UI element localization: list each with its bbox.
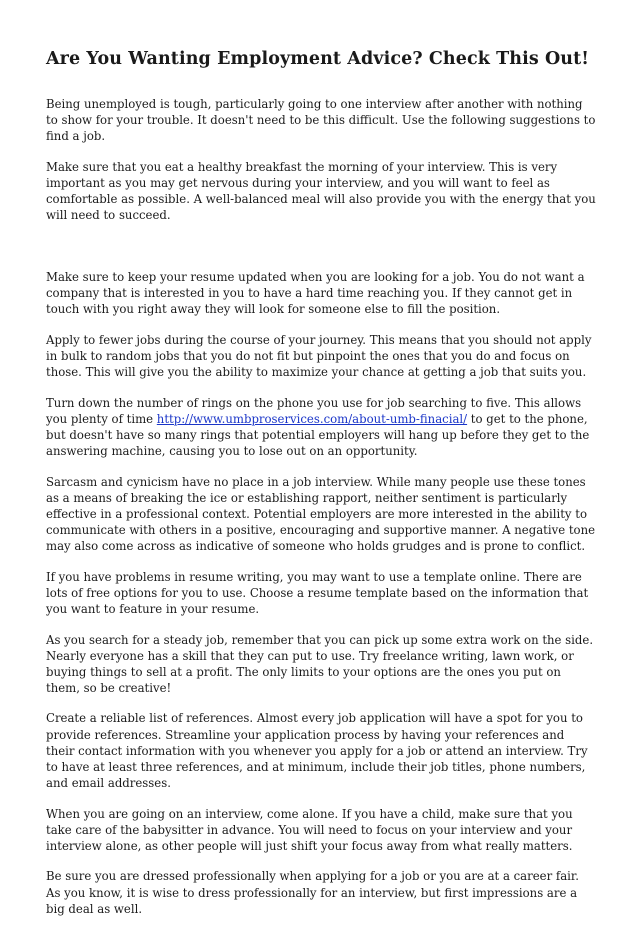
paragraph-phone-rings: [46, 395, 596, 459]
paragraph-text: to get to the phone, but doesn't have so many rings that potential employers will hang up before they get to the answering machine, causing you to lose out on an opportunity.: [46, 411, 590, 458]
paragraph-resume-template: If you have problems in resume writing, you may want to use a template online. There are lots of free options for you to use. Choose a resume template based on the information that you want to feature in your resume.: [46, 569, 589, 616]
paragraph-apply-fewer: Apply to fewer jobs during the course of your journey. This means that you should not apply in bulk to random jobs that you do not fit but pinpoint the ones that you do and focus on those. This will give you the ability to maximize your chance at getting a job that suits you.: [46, 332, 592, 379]
paragraph-text: Turn down the number of rings on the phone you use for job searching to five. This allows you plenty of time: [46, 395, 582, 426]
paragraph-come-alone: When you are going on an interview, come alone. If you have a child, make sure that you take care of the babysitter in advance. You will need to focus on your interview and your interview alone, as other people will just shift your focus away from what really matters.: [46, 806, 573, 853]
document-page: [46, 47, 596, 931]
paragraph-sarcasm: Sarcasm and cynicism have no place in a job interview. While many people use these tones as a means of breaking the ice or establishing rapport, neither sentiment is particularly effective in a professional context. Potential employers are more interested in the ability to communicate with others in a positive, encouraging and supportive manner. A negative tone may also come across as indicative of someone who holds grudges and is prone to conflict.: [46, 474, 596, 553]
paragraph-intro: Being unemployed is tough, particularly going to one interview after another with nothing to show for your trouble. It doesn't need to be this difficult. Use the following suggestions to find a job.: [46, 97, 596, 144]
document-title: Are You Wanting Employment Advice? Check This Out!: [46, 49, 590, 69]
paragraph-resume-updated: Make sure to keep your resume updated when you are looking for a job. You do not want a company that is interested in you to have a hard time reaching you. If they cannot get in touch with you right away they will look for someone else to fill the position.: [46, 269, 585, 317]
paragraph-references: Create a reliable list of references. Almost every job application will have a spot for you to provide references. Streamline your application process by having your references and their contact information with you whenever you apply for a job or attend an interview. Try to have at least three references, and at minimum, include their job titles, phone numbers, and email addresses.: [46, 711, 588, 790]
umb-services-link[interactable]: http://www.umbproservices.com/about-umb-finacial/: [156, 411, 468, 426]
paragraph-extra-work: As you search for a steady job, remember that you can pick up some extra work on the side. Nearly everyone has a skill that they can put to use. Try freelance writing, lawn work, or buying things to sell at a profit. The only limits to your options are the ones you put on them, so be creative!: [46, 632, 594, 695]
paragraph-dress-professionally: Be sure you are dressed professionally when applying for a job or you are at a career fair. As you know, it is wise to dress professionally for an interview, but first impressions are a big deal as well.: [46, 869, 579, 916]
blank-space: [46, 238, 596, 269]
paragraph-breakfast: Make sure that you eat a healthy breakfast the morning of your interview. This is very important as you may get nervous during your interview, and you will want to feel as comfortable as possible. A well-balanced meal will also provide you with the energy that you will need to succeed.: [46, 159, 596, 223]
